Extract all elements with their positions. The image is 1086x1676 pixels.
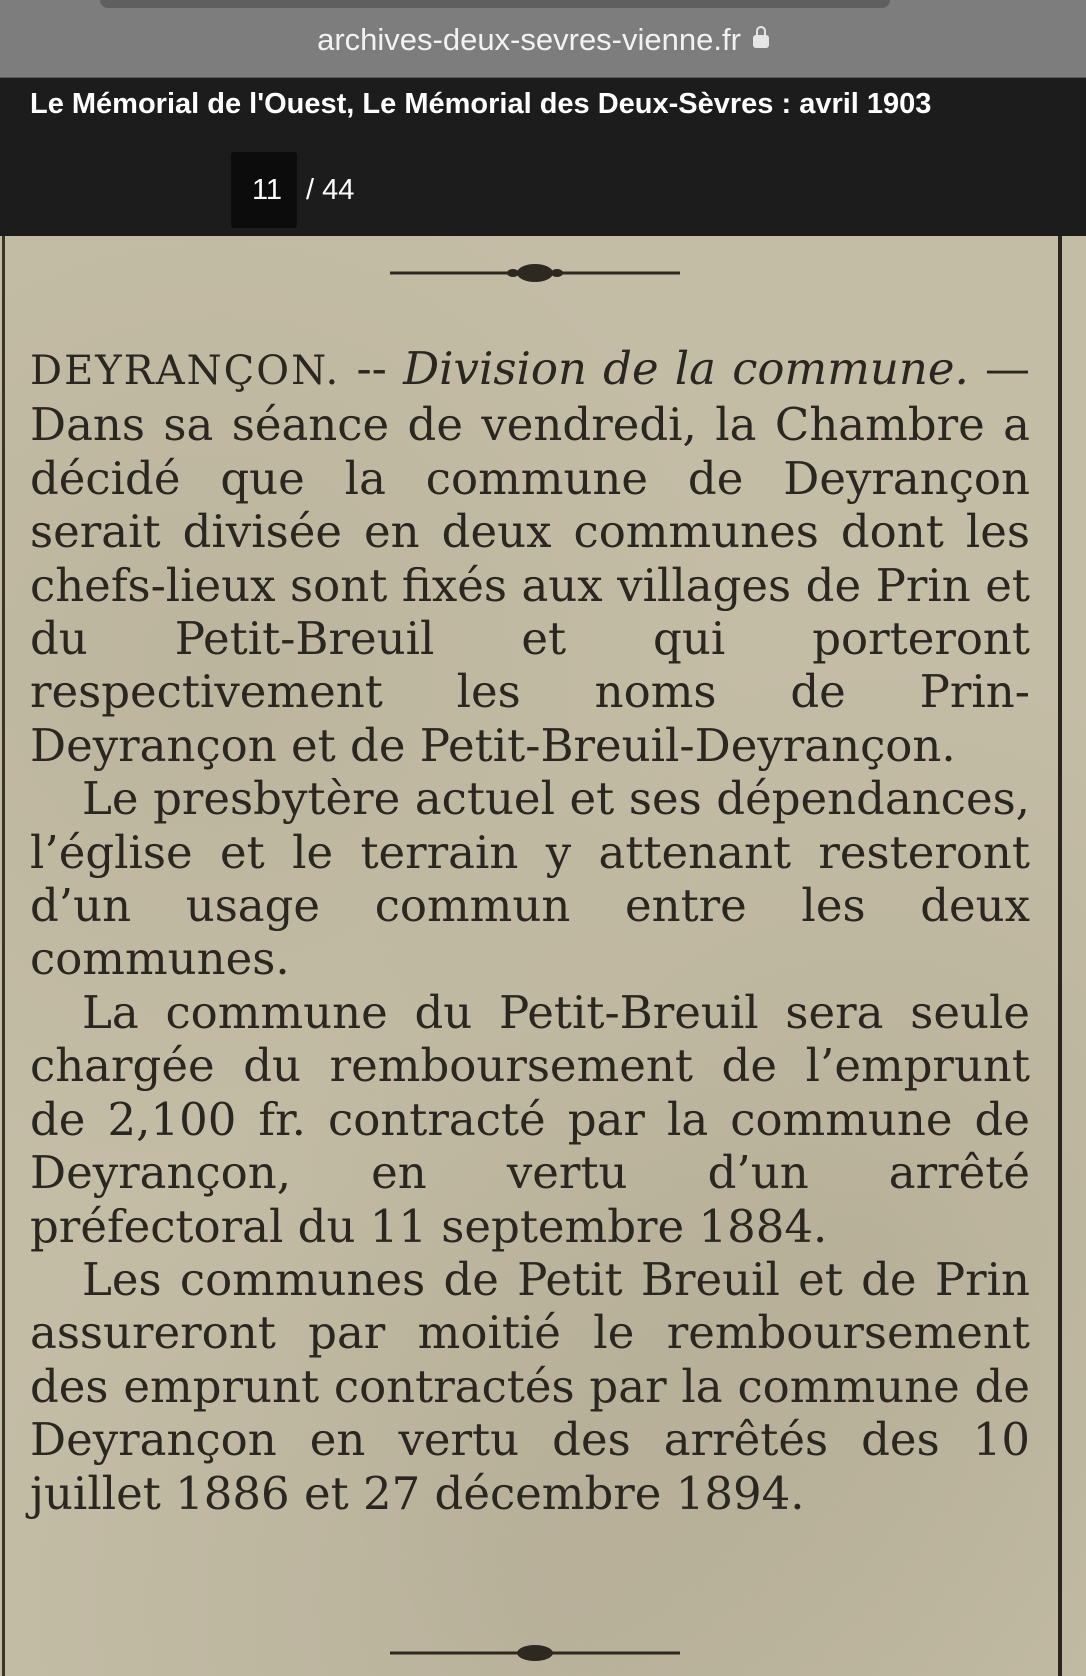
heading-dash: -- bbox=[340, 342, 404, 395]
article-paragraph-2: Le presbytère actuel et ses dépendances, l’église et le terrain y attenant resteront d’un usage commun entre les deux communes. bbox=[30, 772, 1030, 986]
article-subheading: Division de la commune. bbox=[403, 342, 969, 395]
article-text bbox=[30, 342, 1030, 1520]
paragraph-1-body: — Dans sa séance de vendredi, la Chambre a décidé que la commune de Deyrançon serait divisée en deux communes dont les chefs-lieux sont fixés aux villages de Prin et du Petit-Breuil et qui porteront respectivement les noms de Prin-Deyrançon et de Petit-Breuil-Deyrançon. bbox=[30, 342, 1030, 772]
page-count: / 44 bbox=[306, 174, 355, 206]
browser-address-bar[interactable] bbox=[0, 0, 1086, 78]
bottom-ornament bbox=[385, 1638, 685, 1668]
article-paragraph-1 bbox=[30, 342, 1030, 772]
lock-icon bbox=[753, 35, 769, 48]
column-rule-right bbox=[1058, 236, 1062, 1676]
url-display[interactable] bbox=[0, 22, 1086, 58]
page-number-input[interactable]: 11 bbox=[231, 152, 297, 228]
article-paragraph-3: La commune du Petit-Breuil sera seule chargée du remboursement de l’emprunt de 2,100 fr. contracté par la commune de Deyrançon, en vertu d’un arrêté préfectoral du 11 septembre 1884. bbox=[30, 985, 1030, 1253]
url-domain[interactable]: archives-deux-sevres-vienne.fr bbox=[317, 22, 741, 57]
document-title: Le Mémorial de l'Ouest, Le Mémorial des Deux-Sèvres : avril 1903 bbox=[30, 88, 932, 120]
tab-strip bbox=[100, 0, 890, 8]
column-rule-left bbox=[2, 236, 5, 1676]
article-paragraph-4: Les communes de Petit Breuil et de Prin assureront par moitié le remboursement des emprunt contractés par la commune de Deyrançon en vertu des arrêtés des 10 juillet 1886 et 27 décembre 1894. bbox=[30, 1252, 1030, 1520]
newspaper-page-scan[interactable] bbox=[0, 236, 1086, 1676]
place-heading: DEYRANÇON. bbox=[30, 348, 341, 394]
top-ornament bbox=[385, 258, 685, 288]
viewer-header bbox=[0, 78, 1086, 236]
